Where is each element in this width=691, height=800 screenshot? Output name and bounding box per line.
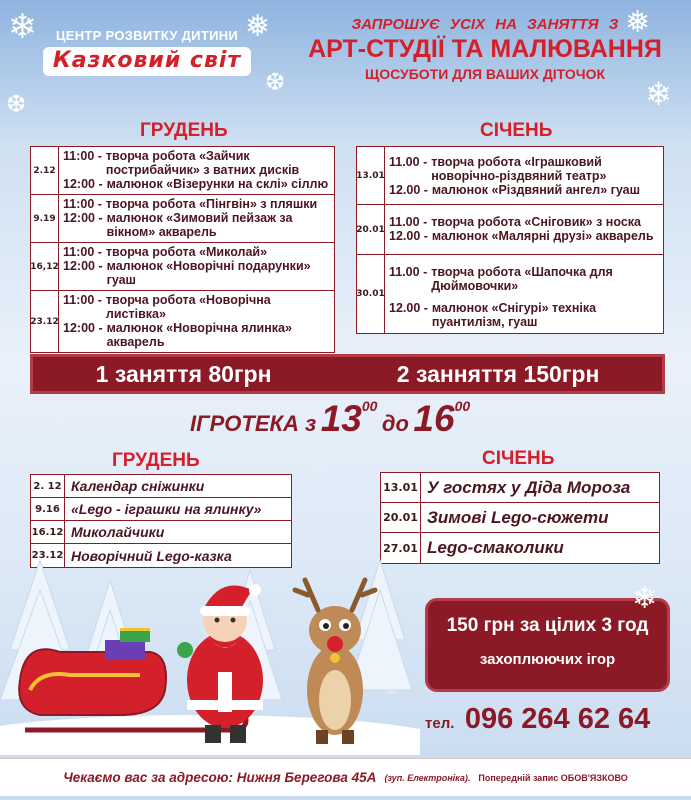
- phone-label: тел.: [425, 715, 455, 732]
- igroteka-to-word: до: [381, 411, 409, 436]
- snowflake-icon: ❆: [265, 68, 286, 96]
- schedule-item: 11.00 - творча робота «Сніговик» з носка: [389, 215, 641, 229]
- logo: [22, 9, 272, 94]
- igroteka-label: ІГРОТЕКА з: [190, 411, 317, 436]
- snowflake-icon: ❅: [580, 417, 604, 450]
- lego-month-title-january: СІЧЕНЬ: [482, 448, 555, 469]
- lego-topic: Зимові Lego-сюжети: [427, 507, 609, 527]
- lego-date: 20.01: [381, 503, 421, 532]
- lego-topic: Миколайчики: [71, 524, 165, 540]
- schedule-date: 30.01: [357, 255, 385, 333]
- snowflake-icon: ❄: [632, 581, 658, 616]
- schedule-item: 12:00 - малюнок «Новорічна ялинка» акварель: [63, 321, 292, 349]
- invite-text: ЗАПРОШУЄ УСІХ НА ЗАНЯТТЯ З: [351, 16, 619, 33]
- schedule-item: 12:00 - малюнок «Новорічні подарунки» гуаш: [63, 259, 311, 287]
- price-one-lesson: 1 заняття 80грн: [95, 360, 272, 387]
- schedule-block: [357, 147, 663, 205]
- lego-topic: У гостях у Діда Мороза: [427, 477, 631, 497]
- snowflake-icon: ❄: [115, 402, 131, 423]
- snowflake-icon: ❅: [46, 413, 72, 448]
- christmas-illustration: [0, 540, 420, 755]
- price-two-lessons: 2 занняття 150грн: [396, 360, 600, 387]
- lego-row: [381, 473, 659, 503]
- lego-month-title-december: ГРУДЕНЬ: [112, 450, 200, 471]
- schedule-date: 13.01: [357, 147, 385, 204]
- schedule-block: [31, 147, 334, 195]
- igroteka-from-hour: 13: [320, 398, 362, 439]
- schedule-item: 12:00 - малюнок «Візерунки на склі» сіллю: [63, 177, 329, 191]
- schedule-date: 2.12: [31, 147, 59, 194]
- lego-row: [31, 475, 291, 498]
- snowflake-icon: ❆: [6, 90, 27, 118]
- lego-date: 27.01: [381, 533, 421, 563]
- schedule-december: [30, 146, 335, 353]
- snowflake-icon: ❆: [310, 456, 326, 477]
- lego-date: 23.12: [31, 544, 65, 567]
- snowflake-icon: ❄: [628, 402, 644, 423]
- lego-date: 16.12: [31, 521, 65, 543]
- promo-games-line: захоплюючих ігор: [479, 651, 616, 668]
- lego-topic: Новорічний Lego-казка: [71, 547, 232, 564]
- schedule-block: [31, 291, 334, 352]
- address-text: Чекаємо вас за адресою: Нижня Берегова 45А: [63, 770, 377, 785]
- schedule-item: 12:00 - малюнок «Зимовий пейзаж за вікном» акварель: [63, 211, 293, 239]
- schedule-block: [31, 243, 334, 291]
- schedule-item: 11:00 - творча робота «Зайчик пострибайчик» з ватних дисків: [63, 149, 300, 177]
- lego-date: 2. 12: [31, 475, 65, 497]
- address-landmark: (зуп. Електроніка).: [384, 772, 471, 783]
- schedule-date: 9.19: [31, 195, 59, 242]
- snowflake-icon: ❅: [245, 9, 271, 44]
- schedule-date: 23.12: [31, 291, 59, 352]
- saturday-text: ЩОСУБОТИ ДЛЯ ВАШИХ ДІТОЧОК: [364, 66, 606, 82]
- igroteka-heading: [190, 398, 470, 440]
- brand-name: Казковий світ: [43, 47, 251, 76]
- schedule-item: 11:00 - творча робота «Пінгвін» з пляшки: [63, 197, 318, 211]
- schedule-date: 20.01: [357, 205, 385, 254]
- lego-row: [31, 498, 291, 521]
- lego-topic: Lego-смаколики: [427, 538, 564, 557]
- schedule-january: [356, 146, 664, 334]
- lego-row: [381, 533, 659, 563]
- schedule-item: 12.00 - малюнок «Снігурі» техніка пуантилізм, гуаш: [389, 301, 597, 329]
- schedule-block: [357, 255, 663, 333]
- schedule-item: 11:00 - творча робота «Новорічна листівка»: [63, 293, 271, 321]
- lego-row: [381, 503, 659, 533]
- igroteka-from-min: 00: [361, 398, 378, 414]
- snowflake-icon: ❄: [8, 7, 37, 47]
- registration-note: Попередній запис ОБОВ'ЯЗКОВО: [478, 772, 628, 783]
- schedule-item: 12.00 - малюнок «Різдвяний ангел» гуаш: [389, 183, 640, 197]
- lego-topic: Календар сніжинки: [71, 478, 205, 494]
- center-name: ЦЕНТР РОЗВИТКУ ДИТИНИ: [55, 28, 239, 43]
- promo-price-line: 150 грн за цілих 3 год: [446, 615, 649, 636]
- snowflake-icon: ❄: [645, 75, 672, 113]
- schedule-item: 11.00 - творча робота «Шапочка для Дюймовочки»: [389, 265, 613, 293]
- phone-number[interactable]: 096 264 62 64: [464, 703, 651, 735]
- phone-contact: [425, 703, 650, 736]
- schedule-date: 16,12: [31, 243, 59, 290]
- schedule-item: 11:00 - творча робота «Миколай»: [63, 245, 268, 259]
- lego-date: 13.01: [381, 473, 421, 502]
- schedule-block: [31, 195, 334, 243]
- studio-title: АРТ-СТУДІЇ ТА МАЛЮВАННЯ: [308, 35, 662, 63]
- address-footer: [0, 758, 691, 796]
- lego-table-january: [380, 472, 660, 564]
- schedule-item: 12.00 - малюнок «Малярні друзі» акварель: [389, 229, 654, 243]
- header-announcement: [290, 16, 680, 82]
- schedule-item: 11.00 - творча робота «Іграшковий новорічно-різдвяний театр»: [389, 155, 607, 183]
- lego-topic: «Lego - іграшки на ялинку»: [71, 501, 262, 517]
- month-title-january: СІЧЕНЬ: [480, 120, 553, 141]
- lego-date: 9.16: [31, 498, 65, 520]
- snowflake-icon: ❅: [625, 5, 651, 40]
- schedule-block: [357, 205, 663, 255]
- month-title-december: ГРУДЕНЬ: [140, 120, 228, 141]
- igroteka-to-hour: 16: [413, 398, 455, 439]
- igroteka-to-min: 00: [454, 398, 471, 414]
- price-banner: [30, 354, 665, 394]
